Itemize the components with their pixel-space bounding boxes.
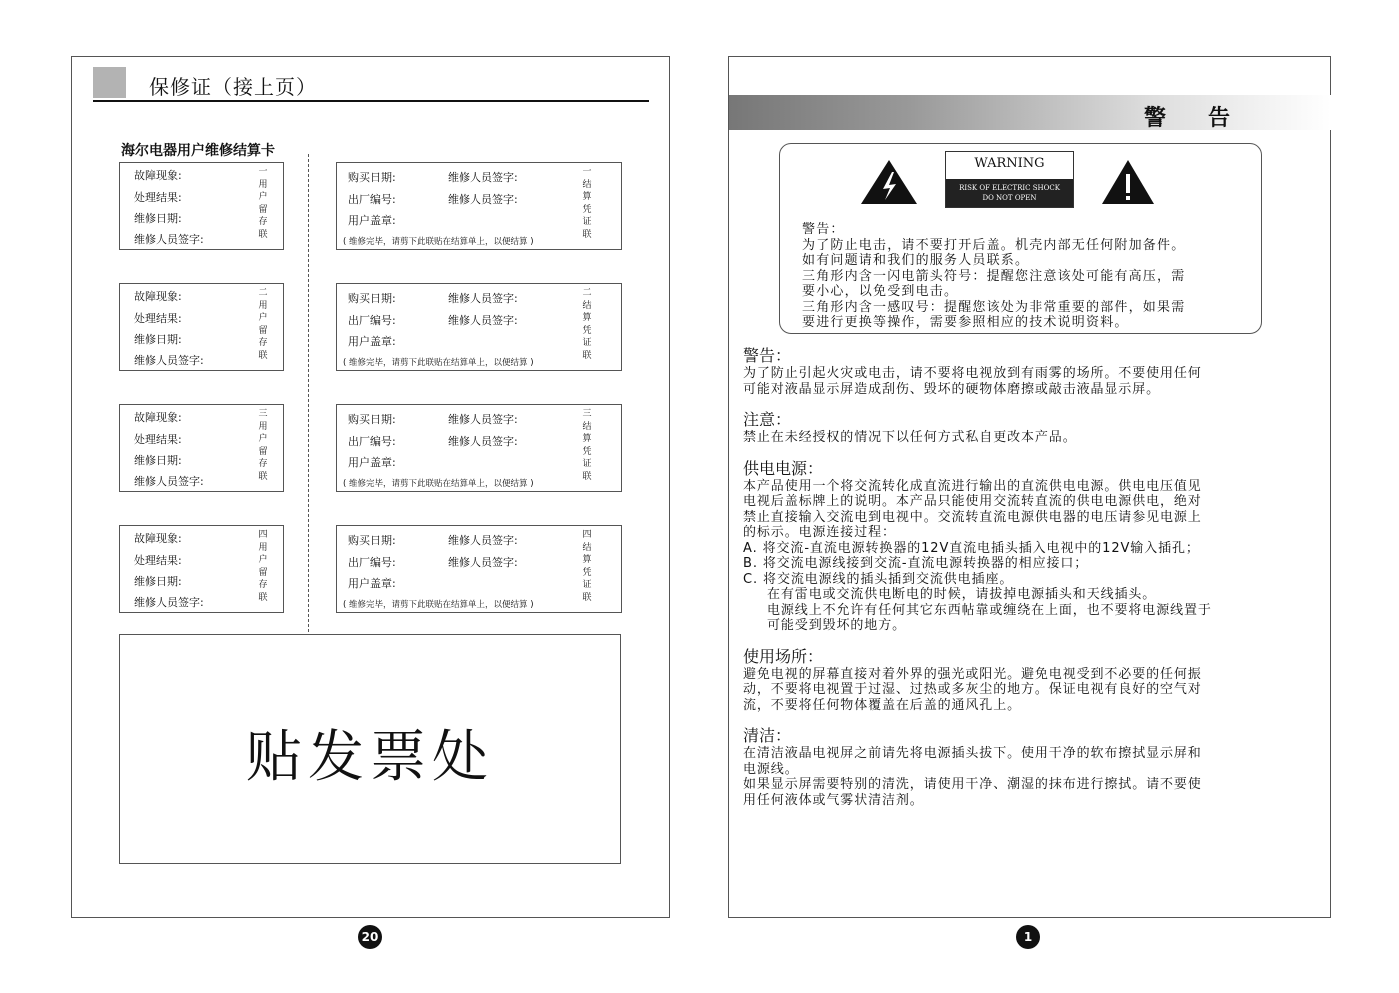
warning-label-line: RISK OF ELECTRIC SHOCK bbox=[959, 184, 1060, 192]
section-line: 避免电视的屏幕直接对着外界的强光或阳光。避免电视受到不必要的任何振 bbox=[743, 666, 1202, 682]
section-line: 电源线。 bbox=[743, 761, 799, 777]
section-line: 在有雷电或交流供电断电的时候，请拔掉电源插头和天线插头。 bbox=[767, 587, 1157, 602]
section-line: 禁止直接输入交流电到电视中。交流转直流电源供电器的电压请参见电源上 bbox=[743, 509, 1202, 525]
settle-note: ( 维修完毕，请剪下此联贴在结算单上，以便结算 ) bbox=[343, 358, 534, 368]
section-line: A. 将交流-直流电源转换器的12V直流电插头插入电视中的12V输入插孔； bbox=[743, 540, 1200, 556]
instruction-sections bbox=[743, 345, 1323, 808]
lightning-icon bbox=[859, 158, 919, 206]
panel-line: 三角形内含一感叹号：提醒您该处为非常重要的部件，如果需 bbox=[802, 299, 1186, 315]
panel-line: 为了防止电击，请不要打开后盖。机壳内部无任何附加备件。 bbox=[802, 237, 1186, 253]
repair-date-label: 维修日期: bbox=[134, 575, 182, 588]
copy-label: 三结算凭证联 bbox=[582, 409, 592, 482]
page-number-left: 20 bbox=[358, 925, 382, 949]
repair-date-label: 维修日期: bbox=[134, 212, 182, 225]
section-heading: 注意： bbox=[743, 410, 792, 429]
tech-sign-label: 维修人员签字: bbox=[448, 171, 518, 184]
copy-label: 二结算凭证联 bbox=[582, 288, 592, 361]
invoice-area bbox=[119, 634, 621, 864]
section-line: 可能对液晶显示屏造成刮伤、毁坏的硬物体磨擦或敲击液晶显示屏。 bbox=[743, 381, 1161, 397]
warning-label-subtitle bbox=[946, 179, 1073, 207]
serial-no-label: 出厂编号: bbox=[348, 556, 396, 569]
result-label: 处理结果: bbox=[134, 191, 182, 204]
section-line: 禁止在未经授权的情况下以任何方式私自更改本产品。 bbox=[743, 430, 1077, 445]
settle-note: ( 维修完毕，请剪下此联贴在结算单上，以便结算 ) bbox=[343, 479, 534, 489]
warning-panel-text bbox=[802, 222, 1185, 331]
tech-sign-label: 维修人员签字: bbox=[448, 413, 518, 426]
tech-sign-label: 维修人员签字: bbox=[134, 233, 204, 246]
serial-no-label: 出厂编号: bbox=[348, 435, 396, 448]
user-copy-card bbox=[119, 162, 284, 250]
result-label: 处理结果: bbox=[134, 312, 182, 325]
section-line: 的标示。电源连接过程： bbox=[743, 525, 896, 540]
result-label: 处理结果: bbox=[134, 554, 182, 567]
invoice-label: 贴发票处 bbox=[246, 725, 494, 790]
user-stamp-label: 用户盖章: bbox=[348, 577, 396, 590]
warning-label-line: DO NOT OPEN bbox=[982, 194, 1037, 202]
settlement-card bbox=[336, 525, 622, 613]
fault-label: 故障现象: bbox=[134, 290, 182, 303]
user-copy-card bbox=[119, 283, 284, 371]
serial-no-label: 出厂编号: bbox=[348, 314, 396, 327]
section-heading: 清洁： bbox=[743, 726, 792, 745]
repair-date-label: 维修日期: bbox=[134, 454, 182, 467]
page-number-right: 1 bbox=[1016, 925, 1040, 949]
header-square bbox=[93, 67, 126, 98]
settlement-card bbox=[336, 283, 622, 371]
copy-label: 二用户留存联 bbox=[258, 288, 268, 361]
section-line: 流，不要将任何物体覆盖在后盖的通风孔上。 bbox=[743, 697, 1022, 713]
copy-label: 一用户留存联 bbox=[258, 167, 268, 240]
tech-sign-label: 维修人员签字: bbox=[134, 354, 204, 367]
purchase-date-label: 购买日期: bbox=[348, 534, 396, 547]
panel-line: 三角形内含一闪电箭头符号：提醒您注意该处可能有高压，需 bbox=[802, 268, 1186, 284]
repair-date-label: 维修日期: bbox=[134, 333, 182, 346]
section-line: 如果显示屏需要特别的清洗，请使用干净、潮湿的抹布进行擦拭。请不要使 bbox=[743, 777, 1202, 792]
warning-page bbox=[728, 56, 1331, 918]
fault-label: 故障现象: bbox=[134, 169, 182, 182]
tech-sign-label: 维修人员签字: bbox=[134, 596, 204, 609]
warning-label bbox=[945, 151, 1074, 208]
copy-label: 三用户留存联 bbox=[258, 409, 268, 482]
card-title: 海尔电器用户维修结算卡 bbox=[121, 143, 275, 159]
section-line: B. 将交流电源线接到交流-直流电源转换器的相应接口； bbox=[743, 556, 1089, 571]
section-heading: 使用场所： bbox=[743, 646, 824, 666]
section-line: 为了防止引起火灾或电击，请不要将电视放到有雨雾的场所。不要使用任何 bbox=[743, 366, 1202, 381]
section-line: 用任何液体或气雾状清洁剂。 bbox=[743, 792, 924, 808]
user-copy-card bbox=[119, 525, 284, 613]
exclamation-icon bbox=[1101, 158, 1155, 206]
section-line: 可能受到毁坏的地方。 bbox=[767, 618, 907, 633]
result-label: 处理结果: bbox=[134, 433, 182, 446]
user-stamp-label: 用户盖章: bbox=[348, 335, 396, 348]
tech-sign-label: 维修人员签字: bbox=[448, 534, 518, 547]
section-heading: 警告： bbox=[743, 346, 792, 365]
section-heading: 供电电源： bbox=[743, 458, 824, 478]
serial-no-label: 出厂编号: bbox=[348, 193, 396, 206]
section-line: 动，不要将电视置于过湿、过热或多灰尘的地方。保证电视有良好的空气对 bbox=[743, 682, 1202, 697]
copy-label: 四结算凭证联 bbox=[582, 530, 592, 603]
section-line: 在清洁液晶电视屏之前请先将电源插头拔下。使用干净的软布擦拭显示屏和 bbox=[743, 746, 1202, 761]
warning-banner bbox=[729, 95, 1331, 130]
tech-sign-label: 维修人员签字: bbox=[448, 314, 518, 327]
copy-label: 四用户留存联 bbox=[258, 530, 268, 603]
banner-title: 警告 bbox=[1144, 106, 1273, 131]
warranty-page bbox=[71, 56, 670, 918]
section-line: C. 将交流电源线的插头插到交流供电插座。 bbox=[743, 571, 1014, 587]
panel-line: 警告： bbox=[802, 222, 845, 237]
settle-note: ( 维修完毕，请剪下此联贴在结算单上，以便结算 ) bbox=[343, 600, 534, 610]
purchase-date-label: 购买日期: bbox=[348, 292, 396, 305]
user-stamp-label: 用户盖章: bbox=[348, 214, 396, 227]
section-line: 本产品使用一个将交流转化成直流进行输出的直流供电电源。供电电压值见 bbox=[743, 478, 1202, 494]
panel-line: 要小心，以免受到电击。 bbox=[802, 284, 959, 299]
panel-line: 如有问题请和我们的服务人员联系。 bbox=[802, 253, 1030, 268]
fault-label: 故障现象: bbox=[134, 532, 182, 545]
tech-sign-label: 维修人员签字: bbox=[134, 475, 204, 488]
page-title: 保修证（接上页） bbox=[149, 75, 317, 99]
purchase-date-label: 购买日期: bbox=[348, 413, 396, 426]
tech-sign-label: 维修人员签字: bbox=[448, 556, 518, 569]
user-copy-card bbox=[119, 404, 284, 492]
section-line: 电视后盖标牌上的说明。本产品只能使用交流转直流的供电电源供电，绝对 bbox=[743, 494, 1202, 509]
purchase-date-label: 购买日期: bbox=[348, 171, 396, 184]
fault-label: 故障现象: bbox=[134, 411, 182, 424]
panel-line: 要进行更换等操作，需要参照相应的技术说明资料。 bbox=[802, 315, 1129, 330]
settle-note: ( 维修完毕，请剪下此联贴在结算单上，以便结算 ) bbox=[343, 237, 534, 247]
cut-line bbox=[308, 154, 309, 632]
tech-sign-label: 维修人员签字: bbox=[448, 193, 518, 206]
user-stamp-label: 用户盖章: bbox=[348, 456, 396, 469]
settlement-card bbox=[336, 404, 622, 492]
warning-label-title: WARNING bbox=[974, 156, 1045, 171]
warning-panel bbox=[779, 143, 1262, 334]
tech-sign-label: 维修人员签字: bbox=[448, 435, 518, 448]
settlement-card bbox=[336, 162, 622, 250]
header-rule bbox=[93, 100, 649, 102]
tech-sign-label: 维修人员签字: bbox=[448, 292, 518, 305]
section-line: 电源线上不允许有任何其它东西帖靠或缠绕在上面，也不要将电源线置于 bbox=[767, 602, 1212, 618]
copy-label: 一结算凭证联 bbox=[582, 167, 592, 240]
